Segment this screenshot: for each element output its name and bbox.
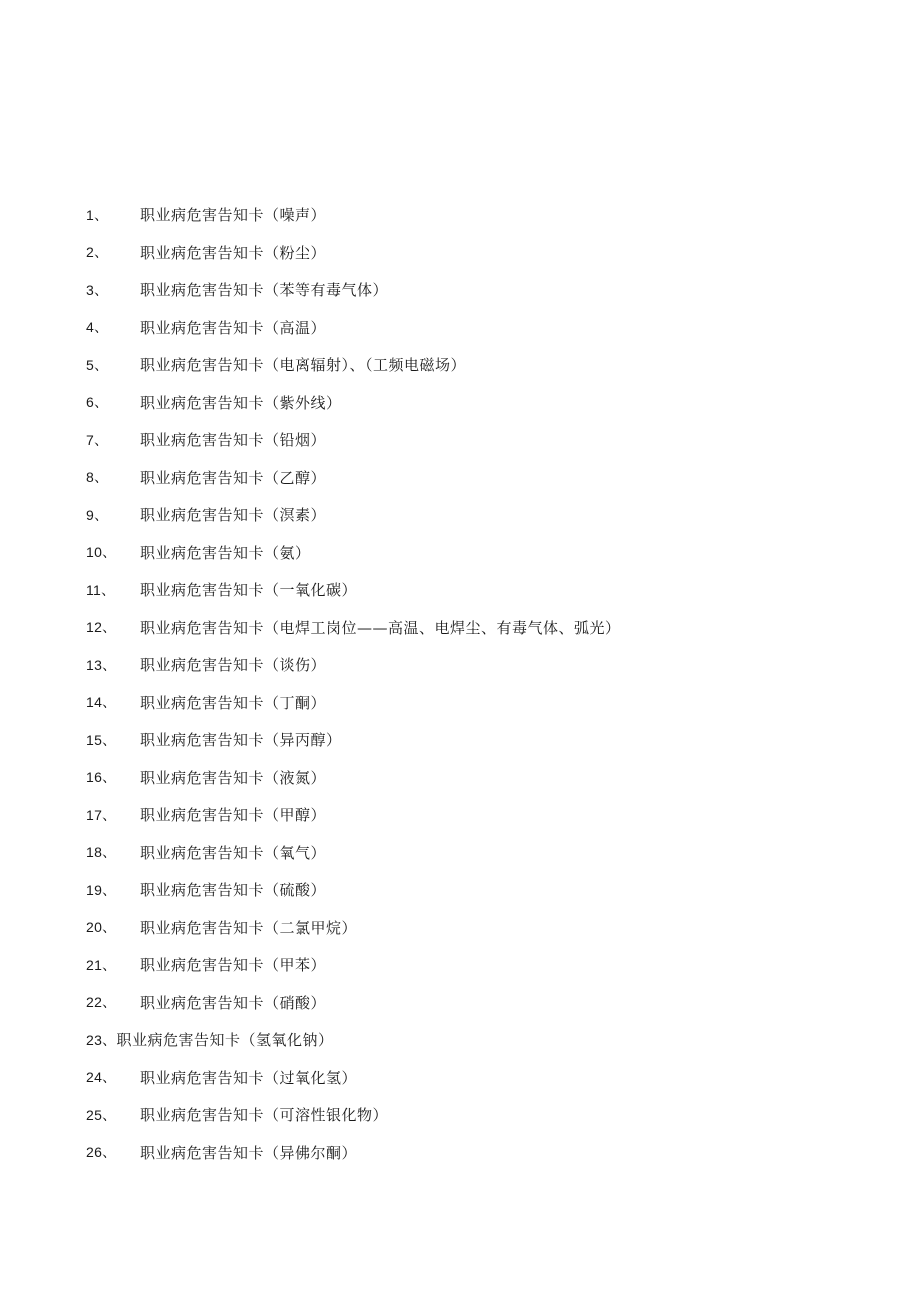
item-title: 职业病危害告知卡（高温） [140,318,327,337]
item-title: 职业病危害告知卡（谈伤） [140,656,327,675]
item-number: 2、 [86,244,109,261]
item-number: 3、 [86,281,109,298]
item-number: 7、 [86,431,109,448]
item-title: 职业病危害告知卡（异佛尔酮） [140,1143,358,1162]
list-item [86,871,886,909]
list-item [86,946,886,984]
item-number: 4、 [86,319,109,336]
list-item [86,571,886,609]
list-item [86,1096,886,1134]
list-item [86,421,886,459]
item-number: 18、 [86,844,117,861]
item-title: 职业病危害告知卡（乙醇） [140,468,327,487]
item-number: 12、 [86,619,117,636]
item-title: 职业病危害告知卡（噪声） [140,206,327,225]
list-item [86,759,886,797]
list-item [86,609,886,647]
item-number: 13、 [86,656,117,673]
item-number: 14、 [86,694,117,711]
table-of-contents [86,196,886,1171]
item-number: 16、 [86,769,117,786]
list-item [86,346,886,384]
item-number: 24、 [86,1069,117,1086]
list-item [86,984,886,1022]
list-item [86,459,886,497]
item-title: 职业病危害告知卡（硝酸） [140,993,327,1012]
list-item [86,309,886,347]
item-title: 职业病危害告知卡（氨） [140,543,311,562]
list-item [86,834,886,872]
item-number: 15、 [86,731,117,748]
item-title: 职业病危害告知卡（异丙醇） [140,731,342,750]
item-title: 职业病危害告知卡（甲醇） [140,806,327,825]
item-number: 26、 [86,1144,117,1161]
item-number: 1、 [86,206,109,223]
list-item [86,1134,886,1172]
item-title: 职业病危害告知卡（苯等有毒气体） [140,281,389,300]
item-title: 职业病危害告知卡（丁酮） [140,693,327,712]
list-item [86,1059,886,1097]
item-title: 职业病危害告知卡（电焊工岗位——高温、电焊尘、有毒气体、弧光） [140,618,621,637]
item-title: 职业病危害告知卡（紫外线） [140,393,342,412]
list-item [86,496,886,534]
item-number: 5、 [86,356,109,373]
item-title: 职业病危害告知卡（粉尘） [140,243,327,262]
list-item [86,384,886,422]
list-item [86,646,886,684]
item-title: 职业病危害告知卡（可溶性银化物） [140,1106,389,1125]
item-title: 职业病危害告知卡（溟素） [140,506,327,525]
item-number: 20、 [86,919,117,936]
item-title: 职业病危害告知卡（氢氧化钠） [116,1031,334,1050]
item-number: 11、 [86,581,116,598]
list-item [86,909,886,947]
item-number: 6、 [86,394,109,411]
item-number: 10、 [86,544,117,561]
list-item [86,534,886,572]
item-number: 19、 [86,881,117,898]
item-number: 8、 [86,469,109,486]
list-item [86,796,886,834]
list-item [86,684,886,722]
list-item [86,1021,886,1059]
item-number: 9、 [86,506,109,523]
item-title: 职业病危害告知卡（二氯甲烷） [140,918,358,937]
list-item [86,234,886,272]
list-item [86,721,886,759]
item-title: 职业病危害告知卡（甲苯） [140,956,327,975]
item-title: 职业病危害告知卡（过氧化氢） [140,1068,358,1087]
item-title: 职业病危害告知卡（液氮） [140,768,327,787]
item-title: 职业病危害告知卡（一氧化碳） [140,581,358,600]
item-title: 职业病危害告知卡（硫酸） [140,881,327,900]
item-title: 职业病危害告知卡（电离辐射）、（工频电磁场） [140,356,467,375]
item-number: 23、 [86,1031,117,1048]
item-number: 25、 [86,1106,117,1123]
list-item [86,196,886,234]
list-item [86,271,886,309]
item-number: 21、 [86,956,117,973]
item-number: 22、 [86,994,117,1011]
item-title: 职业病危害告知卡（铅烟） [140,431,327,450]
item-title: 职业病危害告知卡（氧气） [140,843,327,862]
item-number: 17、 [86,806,117,823]
